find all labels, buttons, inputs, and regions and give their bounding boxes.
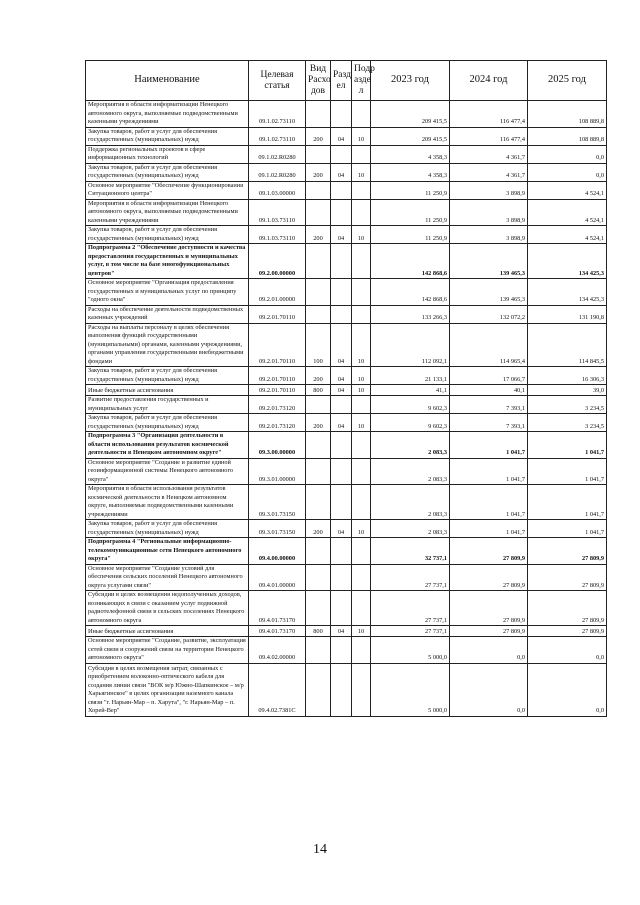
row-section: 04	[331, 127, 352, 145]
row-subsection: 10	[352, 520, 371, 538]
row-section	[331, 663, 352, 716]
row-value-2025: 3 234,5	[528, 396, 607, 414]
row-name: Закупка товаров, работ и услуг для обеспечения государственных (муниципальных) нужд	[86, 163, 249, 181]
row-value-2024: 40,1	[450, 385, 528, 396]
row-name: Подпрограмма 4 "Региональные информационно-телекоммуникационные сети Ненецкого автономного округа"	[86, 538, 249, 565]
row-section: 04	[331, 385, 352, 396]
row-section	[331, 199, 352, 226]
header-name: Наименование	[86, 61, 249, 101]
table-row	[86, 323, 607, 367]
row-value-2023: 5 000,0	[371, 637, 450, 664]
row-value-2024: 116 477,4	[450, 101, 528, 128]
row-expense-type	[306, 538, 331, 565]
table-row	[86, 163, 607, 181]
table-row	[86, 367, 607, 385]
row-name: Расходы на обеспечение деятельности подведомственных казенных учреждений	[86, 305, 249, 323]
row-section	[331, 564, 352, 591]
budget-table	[85, 60, 607, 717]
row-subsection	[352, 564, 371, 591]
row-value-2024: 3 898,9	[450, 199, 528, 226]
row-value-2024: 114 965,4	[450, 323, 528, 367]
row-target-article: 09.4.02.7381С	[249, 663, 306, 716]
row-value-2025: 27 809,9	[528, 591, 607, 626]
row-section	[331, 538, 352, 565]
row-value-2023: 27 737,1	[371, 564, 450, 591]
table-row	[86, 396, 607, 414]
row-section: 04	[331, 226, 352, 244]
table-header-row	[86, 61, 607, 101]
row-name: Мероприятия в области информатизации Ненецкого автономного округа, выполняемые подведомственными казенными учреждениями	[86, 101, 249, 128]
row-value-2023: 2 083,3	[371, 458, 450, 485]
row-value-2025: 4 524,1	[528, 226, 607, 244]
row-target-article: 09.1.02.73110	[249, 101, 306, 128]
row-expense-type	[306, 458, 331, 485]
row-expense-type	[306, 279, 331, 306]
row-value-2024: 1 041,7	[450, 485, 528, 520]
row-value-2023: 11 250,9	[371, 199, 450, 226]
row-value-2023: 41,1	[371, 385, 450, 396]
row-subsection: 10	[352, 626, 371, 637]
row-value-2023: 142 868,6	[371, 244, 450, 279]
row-name: Подпрограмма 3 "Организация деятельности в области использования результатов космической деятельности в Ненецком автономном округе"	[86, 432, 249, 459]
row-value-2023: 4 358,3	[371, 145, 450, 163]
row-target-article: 09.4.00.00000	[249, 538, 306, 565]
row-name: Подпрограмма 2 "Обеспечение доступности и качества предоставления государственных и муниципальных услуг, в том числе на базе многофункциональных центров"	[86, 244, 249, 279]
row-value-2023: 21 133,1	[371, 367, 450, 385]
row-section: 04	[331, 414, 352, 432]
row-value-2023: 2 083,3	[371, 520, 450, 538]
table-row	[86, 538, 607, 565]
header-target-article: Целевая статья	[249, 61, 306, 101]
row-name: Субсидии в целях возмещения недополученных доходов, возникающих в связи с оказанием услуг подвижной радиотелефонной связи в сельских поселениях Ненецкого автономного округа	[86, 591, 249, 626]
row-target-article: 09.3.00.00000	[249, 432, 306, 459]
row-value-2025: 27 809,9	[528, 564, 607, 591]
row-value-2024: 139 465,3	[450, 279, 528, 306]
row-expense-type: 200	[306, 520, 331, 538]
row-value-2023: 27 737,1	[371, 591, 450, 626]
row-expense-type	[306, 663, 331, 716]
row-value-2025: 1 041,7	[528, 520, 607, 538]
row-value-2025: 108 889,8	[528, 127, 607, 145]
row-value-2024: 132 072,2	[450, 305, 528, 323]
row-value-2024: 27 809,9	[450, 564, 528, 591]
row-value-2023: 27 737,1	[371, 626, 450, 637]
row-target-article: 09.2.00.00000	[249, 244, 306, 279]
row-value-2023: 11 250,9	[371, 181, 450, 199]
table-row	[86, 385, 607, 396]
row-subsection: 10	[352, 414, 371, 432]
row-value-2025: 134 425,3	[528, 279, 607, 306]
row-value-2023: 11 250,9	[371, 226, 450, 244]
table-row	[86, 663, 607, 716]
row-value-2024: 4 361,7	[450, 163, 528, 181]
table-row	[86, 226, 607, 244]
row-value-2024: 3 898,9	[450, 181, 528, 199]
header-expense-type: Вид Расхо дов	[306, 61, 331, 101]
row-subsection	[352, 199, 371, 226]
row-subsection: 10	[352, 385, 371, 396]
table-row	[86, 564, 607, 591]
row-subsection	[352, 101, 371, 128]
row-value-2025: 114 845,5	[528, 323, 607, 367]
row-name: Закупка товаров, работ и услуг для обеспечения государственных (муниципальных) нужд	[86, 127, 249, 145]
row-value-2024: 7 393,1	[450, 396, 528, 414]
table-row	[86, 127, 607, 145]
row-value-2023: 209 415,5	[371, 127, 450, 145]
row-target-article: 09.2.01.70110	[249, 323, 306, 367]
row-target-article: 09.4.01.73170	[249, 591, 306, 626]
row-expense-type	[306, 305, 331, 323]
table-row	[86, 199, 607, 226]
header-year-2023: 2023 год	[371, 61, 450, 101]
row-expense-type	[306, 432, 331, 459]
row-value-2024: 116 477,4	[450, 127, 528, 145]
row-value-2023: 112 092,1	[371, 323, 450, 367]
row-section	[331, 244, 352, 279]
row-expense-type	[306, 396, 331, 414]
table-row	[86, 279, 607, 306]
row-subsection	[352, 145, 371, 163]
table-row	[86, 181, 607, 199]
row-name: Закупка товаров, работ и услуг для обеспечения государственных (муниципальных) нужд	[86, 226, 249, 244]
row-subsection	[352, 591, 371, 626]
row-target-article: 09.2.01.70110	[249, 367, 306, 385]
row-subsection	[352, 485, 371, 520]
row-value-2023: 32 737,1	[371, 538, 450, 565]
row-expense-type: 200	[306, 163, 331, 181]
row-value-2025: 4 524,1	[528, 199, 607, 226]
row-expense-type: 200	[306, 367, 331, 385]
table-row	[86, 414, 607, 432]
row-value-2023: 142 868,6	[371, 279, 450, 306]
row-subsection	[352, 244, 371, 279]
row-name: Основное мероприятие "Создание и развитие единой геоинформационной системы Ненецкого автономного округа"	[86, 458, 249, 485]
table-row	[86, 458, 607, 485]
row-expense-type	[306, 145, 331, 163]
row-expense-type: 800	[306, 626, 331, 637]
row-value-2024: 1 041,7	[450, 458, 528, 485]
table-row	[86, 485, 607, 520]
row-name: Иные бюджетные ассигнования	[86, 385, 249, 396]
row-expense-type	[306, 637, 331, 664]
row-value-2025: 4 524,1	[528, 181, 607, 199]
row-value-2024: 1 041,7	[450, 520, 528, 538]
row-expense-type	[306, 244, 331, 279]
header-year-2024: 2024 год	[450, 61, 528, 101]
table-row	[86, 305, 607, 323]
row-section	[331, 396, 352, 414]
row-value-2023: 2 083,3	[371, 432, 450, 459]
row-subsection: 10	[352, 163, 371, 181]
row-name: Закупка товаров, работ и услуг для обеспечения государственных (муниципальных) нужд	[86, 367, 249, 385]
row-expense-type	[306, 101, 331, 128]
row-target-article: 09.4.01.73170	[249, 626, 306, 637]
row-section	[331, 637, 352, 664]
table-row	[86, 626, 607, 637]
row-section	[331, 432, 352, 459]
row-value-2025: 134 425,3	[528, 244, 607, 279]
row-name: Основное мероприятие "Организация предоставления государственных и муниципальных услуг по принципу "одного окна"	[86, 279, 249, 306]
row-subsection	[352, 637, 371, 664]
header-year-2025: 2025 год	[528, 61, 607, 101]
row-name: Расходы на выплаты персоналу в целях обеспечения выполнения функций государственными (муниципальными) органами, казенными учреждениями, органами управления государственными внебюджетными фондами	[86, 323, 249, 367]
row-section	[331, 305, 352, 323]
row-subsection	[352, 432, 371, 459]
row-value-2025: 0,0	[528, 145, 607, 163]
row-expense-type: 800	[306, 385, 331, 396]
row-expense-type	[306, 485, 331, 520]
row-value-2025: 0,0	[528, 163, 607, 181]
table-row	[86, 591, 607, 626]
row-name: Мероприятия в области использования результатов космической деятельности в Ненецком автономном округе, выполняемые подведомственными казенными учреждениями	[86, 485, 249, 520]
row-target-article: 09.1.03.73110	[249, 226, 306, 244]
row-expense-type: 100	[306, 323, 331, 367]
row-subsection	[352, 279, 371, 306]
row-target-article: 09.2.01.00000	[249, 279, 306, 306]
row-value-2023: 209 415,5	[371, 101, 450, 128]
row-value-2025: 1 041,7	[528, 432, 607, 459]
row-name: Основное мероприятие "Обеспечение функционирования Ситуационного центра"	[86, 181, 249, 199]
row-value-2024: 7 393,1	[450, 414, 528, 432]
row-subsection	[352, 663, 371, 716]
row-section	[331, 591, 352, 626]
row-section	[331, 101, 352, 128]
row-name: Мероприятия в области информатизации Ненецкого автономного округа, выполняемые подведомственными казенными учреждениями	[86, 199, 249, 226]
row-subsection: 10	[352, 323, 371, 367]
row-value-2025: 16 306,3	[528, 367, 607, 385]
row-value-2025: 1 041,7	[528, 485, 607, 520]
row-target-article: 09.3.01.73150	[249, 485, 306, 520]
header-subsection: Подр азде л	[352, 61, 371, 101]
row-section: 04	[331, 626, 352, 637]
row-value-2024: 27 809,9	[450, 591, 528, 626]
row-target-article: 09.2.01.70110	[249, 305, 306, 323]
table-row	[86, 637, 607, 664]
row-expense-type	[306, 591, 331, 626]
row-name: Поддержка региональных проектов в сфере информационных технологий	[86, 145, 249, 163]
row-name: Закупка товаров, работ и услуг для обеспечения государственных (муниципальных) нужд	[86, 414, 249, 432]
table-row	[86, 145, 607, 163]
row-value-2024: 3 898,9	[450, 226, 528, 244]
row-value-2025: 1 041,7	[528, 458, 607, 485]
row-value-2025: 27 809,9	[528, 538, 607, 565]
row-value-2025: 108 889,8	[528, 101, 607, 128]
row-name: Субсидия в целях возмещения затрат, связанных с приобретением волоконно-оптического кабеля для создания линии связи "ВОК м/р Южно-Шапкинское – м/р Харьягинское" в целях организации наземного канала связи "г. Нарьян-Мар – п. Харута", "г. Нарьян-Мар – п. Хорей-Вер"	[86, 663, 249, 716]
row-value-2025: 0,0	[528, 637, 607, 664]
row-target-article: 09.4.01.00000	[249, 564, 306, 591]
row-subsection	[352, 458, 371, 485]
row-target-article: 09.1.02.R0280	[249, 163, 306, 181]
table-row	[86, 432, 607, 459]
row-expense-type	[306, 199, 331, 226]
row-value-2023: 4 358,3	[371, 163, 450, 181]
row-target-article: 09.4.02.00000	[249, 637, 306, 664]
page-number: 14	[313, 842, 327, 857]
row-section: 04	[331, 520, 352, 538]
row-subsection	[352, 305, 371, 323]
row-expense-type: 200	[306, 414, 331, 432]
row-value-2025: 0,0	[528, 663, 607, 716]
row-target-article: 09.3.01.00000	[249, 458, 306, 485]
row-section: 04	[331, 323, 352, 367]
row-section	[331, 181, 352, 199]
row-value-2024: 17 066,7	[450, 367, 528, 385]
row-target-article: 09.1.03.00000	[249, 181, 306, 199]
row-subsection	[352, 181, 371, 199]
row-value-2024: 0,0	[450, 637, 528, 664]
row-value-2023: 133 266,3	[371, 305, 450, 323]
row-name: Основное мероприятие "Создание условий для обеспечения сельских поселений Ненецкого автономного округа услугами связи"	[86, 564, 249, 591]
row-value-2023: 9 602,3	[371, 414, 450, 432]
row-value-2024: 1 041,7	[450, 432, 528, 459]
row-target-article: 09.3.01.73150	[249, 520, 306, 538]
row-value-2024: 27 809,9	[450, 626, 528, 637]
row-expense-type	[306, 564, 331, 591]
table-body	[86, 101, 607, 717]
row-subsection	[352, 538, 371, 565]
row-name: Основное мероприятие "Создание, развитие, эксплуатация сетей связи и сооружений связи на территории Ненецкого автономного округа"	[86, 637, 249, 664]
row-value-2025: 39,0	[528, 385, 607, 396]
row-section	[331, 279, 352, 306]
row-expense-type	[306, 181, 331, 199]
row-section	[331, 485, 352, 520]
row-section: 04	[331, 367, 352, 385]
row-target-article: 09.1.03.73110	[249, 199, 306, 226]
row-subsection	[352, 396, 371, 414]
row-target-article: 09.1.02.73110	[249, 127, 306, 145]
row-subsection: 10	[352, 226, 371, 244]
row-expense-type: 200	[306, 127, 331, 145]
row-section: 04	[331, 163, 352, 181]
row-value-2023: 9 602,3	[371, 396, 450, 414]
row-value-2024: 27 809,9	[450, 538, 528, 565]
row-value-2024: 0,0	[450, 663, 528, 716]
table-row	[86, 101, 607, 128]
row-value-2025: 3 234,5	[528, 414, 607, 432]
row-name: Развитие предоставления государственных и муниципальных услуг	[86, 396, 249, 414]
row-value-2025: 27 809,9	[528, 626, 607, 637]
row-subsection: 10	[352, 367, 371, 385]
row-value-2023: 5 000,0	[371, 663, 450, 716]
row-value-2024: 4 361,7	[450, 145, 528, 163]
row-target-article: 09.2.01.73120	[249, 414, 306, 432]
row-name: Закупка товаров, работ и услуг для обеспечения государственных (муниципальных) нужд	[86, 520, 249, 538]
row-value-2023: 2 083,3	[371, 485, 450, 520]
row-expense-type: 200	[306, 226, 331, 244]
table-row	[86, 520, 607, 538]
row-target-article: 09.2.01.70110	[249, 385, 306, 396]
row-name: Иные бюджетные ассигнования	[86, 626, 249, 637]
row-target-article: 09.2.01.73120	[249, 396, 306, 414]
row-subsection: 10	[352, 127, 371, 145]
row-target-article: 09.1.02.R0280	[249, 145, 306, 163]
row-value-2024: 139 465,3	[450, 244, 528, 279]
row-section	[331, 458, 352, 485]
row-value-2025: 131 190,8	[528, 305, 607, 323]
row-section	[331, 145, 352, 163]
table-row	[86, 244, 607, 279]
header-section: Разд ел	[331, 61, 352, 101]
